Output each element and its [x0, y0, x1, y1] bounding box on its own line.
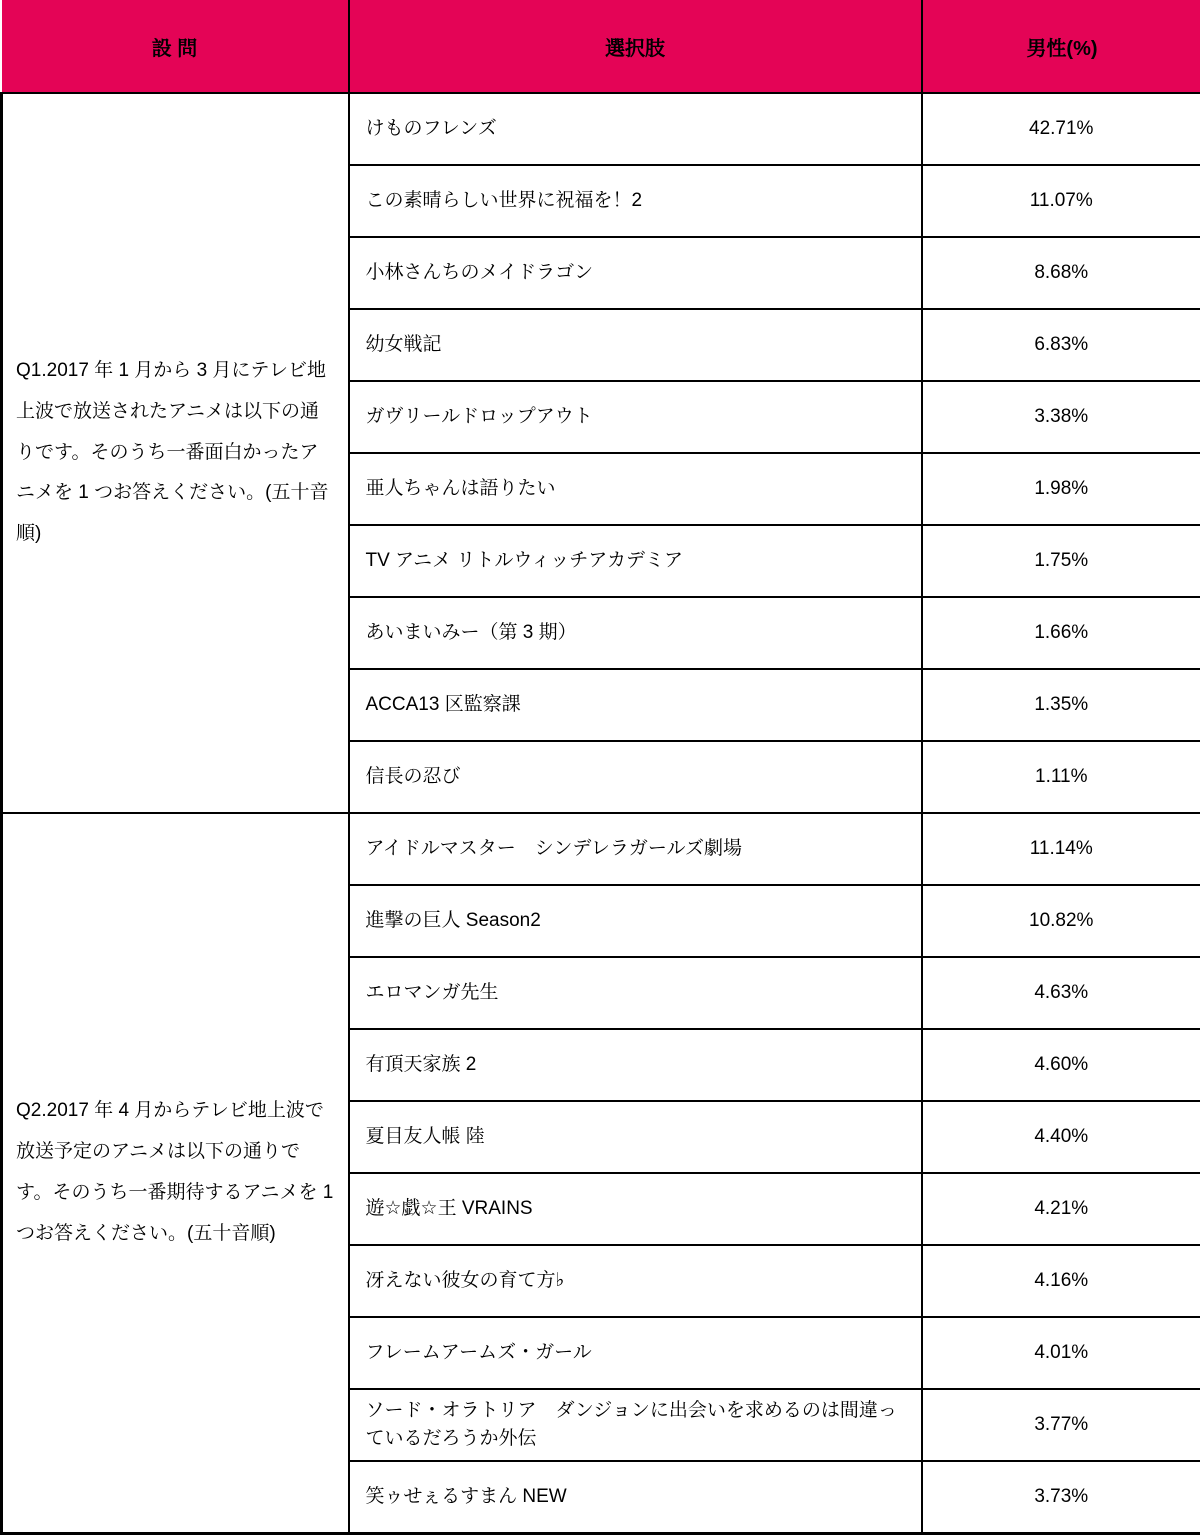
percent-cell: 11.07% [922, 165, 1200, 237]
percent-cell: 4.40% [922, 1101, 1200, 1173]
column-header-question: 設 問 [2, 0, 349, 93]
choice-cell: エロマンガ先生 [349, 957, 922, 1029]
percent-cell: 1.66% [922, 597, 1200, 669]
percent-cell: 10.82% [922, 885, 1200, 957]
percent-cell: 4.21% [922, 1173, 1200, 1245]
column-header-choice: 選択肢 [349, 0, 922, 93]
choice-cell: 冴えない彼女の育て方♭ [349, 1245, 922, 1317]
percent-cell: 3.73% [922, 1461, 1200, 1533]
percent-cell: 8.68% [922, 237, 1200, 309]
choice-cell: 有頂天家族 2 [349, 1029, 922, 1101]
table-row [2, 93, 1200, 165]
header-row [2, 0, 1200, 93]
choice-cell: 幼女戦記 [349, 309, 922, 381]
choice-cell: 亜人ちゃんは語りたい [349, 453, 922, 525]
percent-cell: 3.38% [922, 381, 1200, 453]
choice-cell: あいまいみー（第 3 期） [349, 597, 922, 669]
question-cell-q2: Q2.2017 年 4 月からテレビ地上波で放送予定のアニメは以下の通りです。そのうち一番期待するアニメを 1 つお答えください。(五十音順) [2, 813, 349, 1533]
percent-cell: 6.83% [922, 309, 1200, 381]
choice-cell: TV アニメ リトルウィッチアカデミア [349, 525, 922, 597]
choice-cell: フレームアームズ・ガール [349, 1317, 922, 1389]
percent-cell: 42.71% [922, 93, 1200, 165]
question-cell-q1: Q1.2017 年 1 月から 3 月にテレビ地上波で放送されたアニメは以下の通りです。そのうち一番面白かったアニメを 1 つお答えください。(五十音順) [2, 93, 349, 813]
choice-cell: 小林さんちのメイドラゴン [349, 237, 922, 309]
choice-cell: ガヴリールドロップアウト [349, 381, 922, 453]
choice-cell: この素晴らしい世界に祝福を！2 [349, 165, 922, 237]
percent-cell: 1.35% [922, 669, 1200, 741]
percent-cell: 1.98% [922, 453, 1200, 525]
percent-cell: 4.60% [922, 1029, 1200, 1101]
percent-cell: 3.77% [922, 1389, 1200, 1461]
percent-cell: 1.75% [922, 525, 1200, 597]
percent-cell: 11.14% [922, 813, 1200, 885]
column-header-male-percent: 男性(%) [922, 0, 1200, 93]
choice-cell: 夏目友人帳 陸 [349, 1101, 922, 1173]
percent-cell: 4.63% [922, 957, 1200, 1029]
choice-cell: アイドルマスター シンデレラガールズ劇場 [349, 813, 922, 885]
choice-cell: 笑ゥせぇるすまん NEW [349, 1461, 922, 1533]
choice-cell: けものフレンズ [349, 93, 922, 165]
choice-cell: 遊☆戯☆王 VRAINS [349, 1173, 922, 1245]
choice-cell: ACCA13 区監察課 [349, 669, 922, 741]
table-row [2, 813, 1200, 885]
percent-cell: 1.11% [922, 741, 1200, 813]
percent-cell: 4.01% [922, 1317, 1200, 1389]
choice-cell: 進撃の巨人 Season2 [349, 885, 922, 957]
percent-cell: 4.16% [922, 1245, 1200, 1317]
choice-cell: 信長の忍び [349, 741, 922, 813]
choice-cell: ソード・オラトリア ダンジョンに出会いを求めるのは間違っているだろうか外伝 [349, 1389, 922, 1461]
